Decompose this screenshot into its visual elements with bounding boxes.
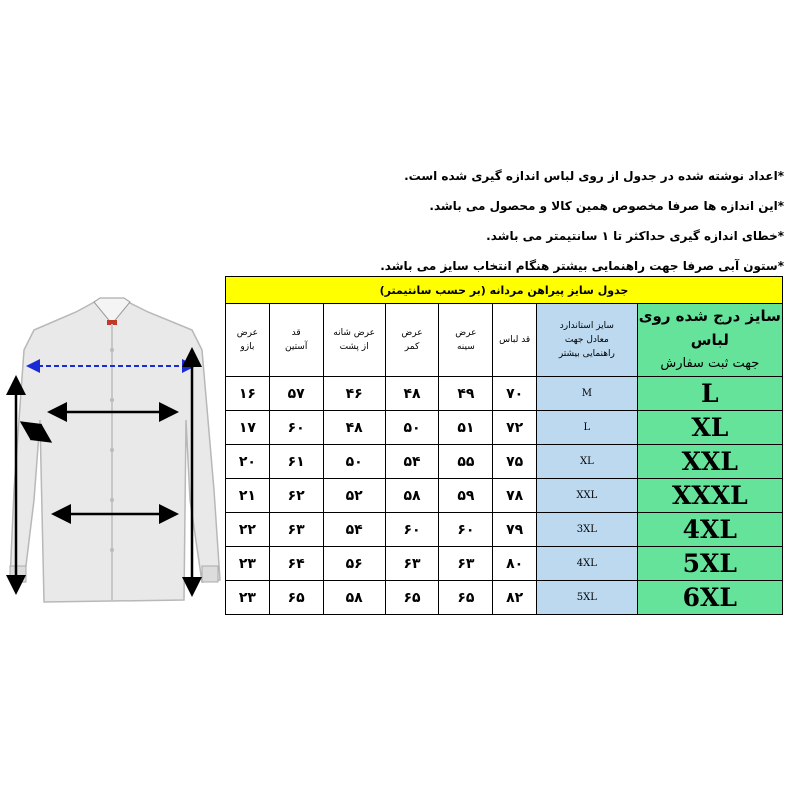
size-cell: XXL: [637, 445, 782, 479]
chest-cell: ۶۵: [439, 581, 493, 615]
arm-cell: ۱۶: [226, 377, 270, 411]
size-chart-table: [225, 276, 783, 615]
table-title-row: [226, 277, 783, 304]
chest-cell: ۴۹: [439, 377, 493, 411]
sleeve-cell: ۶۴: [269, 547, 323, 581]
table-row: [226, 547, 783, 581]
std-size-cell: L: [537, 411, 638, 445]
table-row: [226, 479, 783, 513]
size-cell: L: [637, 377, 782, 411]
sleeve-cell: ۶۲: [269, 479, 323, 513]
table-row: [226, 513, 783, 547]
header-std-size: [537, 304, 638, 377]
shoulder-cell: ۴۸: [323, 411, 385, 445]
size-cell: 5XL: [637, 547, 782, 581]
length-cell: ۸۰: [493, 547, 537, 581]
shoulder-cell: ۵۲: [323, 479, 385, 513]
note-item: *این اندازه ها صرفا مخصوص همین کالا و محصول می باشد.: [429, 199, 784, 213]
table-header-row: [226, 304, 783, 377]
right-cuff: [202, 566, 218, 582]
table-row: [226, 377, 783, 411]
header-waist-line: کمر: [404, 342, 420, 352]
header-arm-line: بازو: [240, 342, 255, 352]
shoulder-cell: ۴۶: [323, 377, 385, 411]
length-cell: ۸۲: [493, 581, 537, 615]
size-rows: [226, 377, 783, 615]
arm-cell: ۲۳: [226, 547, 270, 581]
header-main-size-sub: جهت ثبت سفارش: [660, 356, 760, 371]
left-cuff: [10, 566, 26, 582]
waist-cell: ۵۴: [385, 445, 439, 479]
length-cell: ۷۸: [493, 479, 537, 513]
header-arm: [226, 304, 270, 377]
arm-cell: ۲۰: [226, 445, 270, 479]
arm-cell: ۲۲: [226, 513, 270, 547]
waist-cell: ۶۳: [385, 547, 439, 581]
header-waist-line: عرض: [401, 328, 423, 338]
chest-cell: ۶۰: [439, 513, 493, 547]
std-size-cell: XXL: [537, 479, 638, 513]
arm-cell: ۲۱: [226, 479, 270, 513]
header-shoulder-line: از پشت: [339, 342, 369, 352]
header-chest: [439, 304, 493, 377]
shoulder-cell: ۵۶: [323, 547, 385, 581]
length-cell: ۷۵: [493, 445, 537, 479]
std-size-cell: XL: [537, 445, 638, 479]
arm-cell: ۲۳: [226, 581, 270, 615]
std-size-cell: 5XL: [537, 581, 638, 615]
size-cell: 4XL: [637, 513, 782, 547]
shirt-body: [10, 300, 220, 602]
note-item: *خطای اندازه گیری حداکثر تا ۱ سانتیمتر می باشد.: [486, 229, 784, 243]
header-shoulder-line: عرض شانه: [333, 328, 375, 338]
sleeve-cell: ۶۰: [269, 411, 323, 445]
std-size-cell: 4XL: [537, 547, 638, 581]
notes-list: [364, 168, 784, 288]
sleeve-cell: ۶۱: [269, 445, 323, 479]
chest-cell: ۵۹: [439, 479, 493, 513]
header-chest-line: سینه: [456, 342, 475, 352]
header-sleeve-line: آستین: [285, 342, 308, 352]
waist-cell: ۵۸: [385, 479, 439, 513]
size-cell: 6XL: [637, 581, 782, 615]
header-std-line: راهنمایی بیشتر: [558, 349, 615, 359]
length-cell: ۷۲: [493, 411, 537, 445]
waist-cell: ۶۰: [385, 513, 439, 547]
shoulder-cell: ۵۸: [323, 581, 385, 615]
waist-cell: ۴۸: [385, 377, 439, 411]
note-item: *ستون آبی صرفا جهت راهنمایی بیشتر هنگام انتخاب سایز می باشد.: [380, 259, 784, 273]
header-main-size-label: سایز درج شده روی لباس: [638, 307, 781, 349]
table-row: [226, 445, 783, 479]
std-size-cell: M: [537, 377, 638, 411]
header-main-size: [637, 304, 782, 377]
std-size-cell: 3XL: [537, 513, 638, 547]
header-sleeve-line: قد: [291, 328, 301, 338]
header-length-line: قد لباس: [499, 335, 531, 345]
header-chest-line: عرض: [455, 328, 477, 338]
header-sleeve: [269, 304, 323, 377]
sleeve-cell: ۶۳: [269, 513, 323, 547]
length-cell: ۷۹: [493, 513, 537, 547]
header-waist: [385, 304, 439, 377]
shirt-measurement-illustration: [6, 290, 224, 610]
shoulder-cell: ۵۰: [323, 445, 385, 479]
header-std-line: سایز استاندارد: [559, 321, 614, 331]
header-length: [493, 304, 537, 377]
sleeve-cell: ۶۵: [269, 581, 323, 615]
shoulder-cell: ۵۴: [323, 513, 385, 547]
waist-cell: ۵۰: [385, 411, 439, 445]
chest-cell: ۶۳: [439, 547, 493, 581]
table-title: جدول سایز پیراهن مردانه (بر حسب سانتیمتر): [226, 277, 783, 304]
header-arm-line: عرض: [236, 328, 258, 338]
header-shoulder: [323, 304, 385, 377]
table-row: [226, 411, 783, 445]
waist-cell: ۶۵: [385, 581, 439, 615]
chest-cell: ۵۱: [439, 411, 493, 445]
arm-cell: ۱۷: [226, 411, 270, 445]
sleeve-cell: ۵۷: [269, 377, 323, 411]
table-row: [226, 581, 783, 615]
header-std-line: معادل جهت: [564, 335, 609, 345]
size-cell: XL: [637, 411, 782, 445]
length-cell: ۷۰: [493, 377, 537, 411]
note-item: *اعداد نوشته شده در جدول از روی لباس اندازه گیری شده است.: [404, 169, 784, 183]
chest-cell: ۵۵: [439, 445, 493, 479]
size-cell: XXXL: [637, 479, 782, 513]
